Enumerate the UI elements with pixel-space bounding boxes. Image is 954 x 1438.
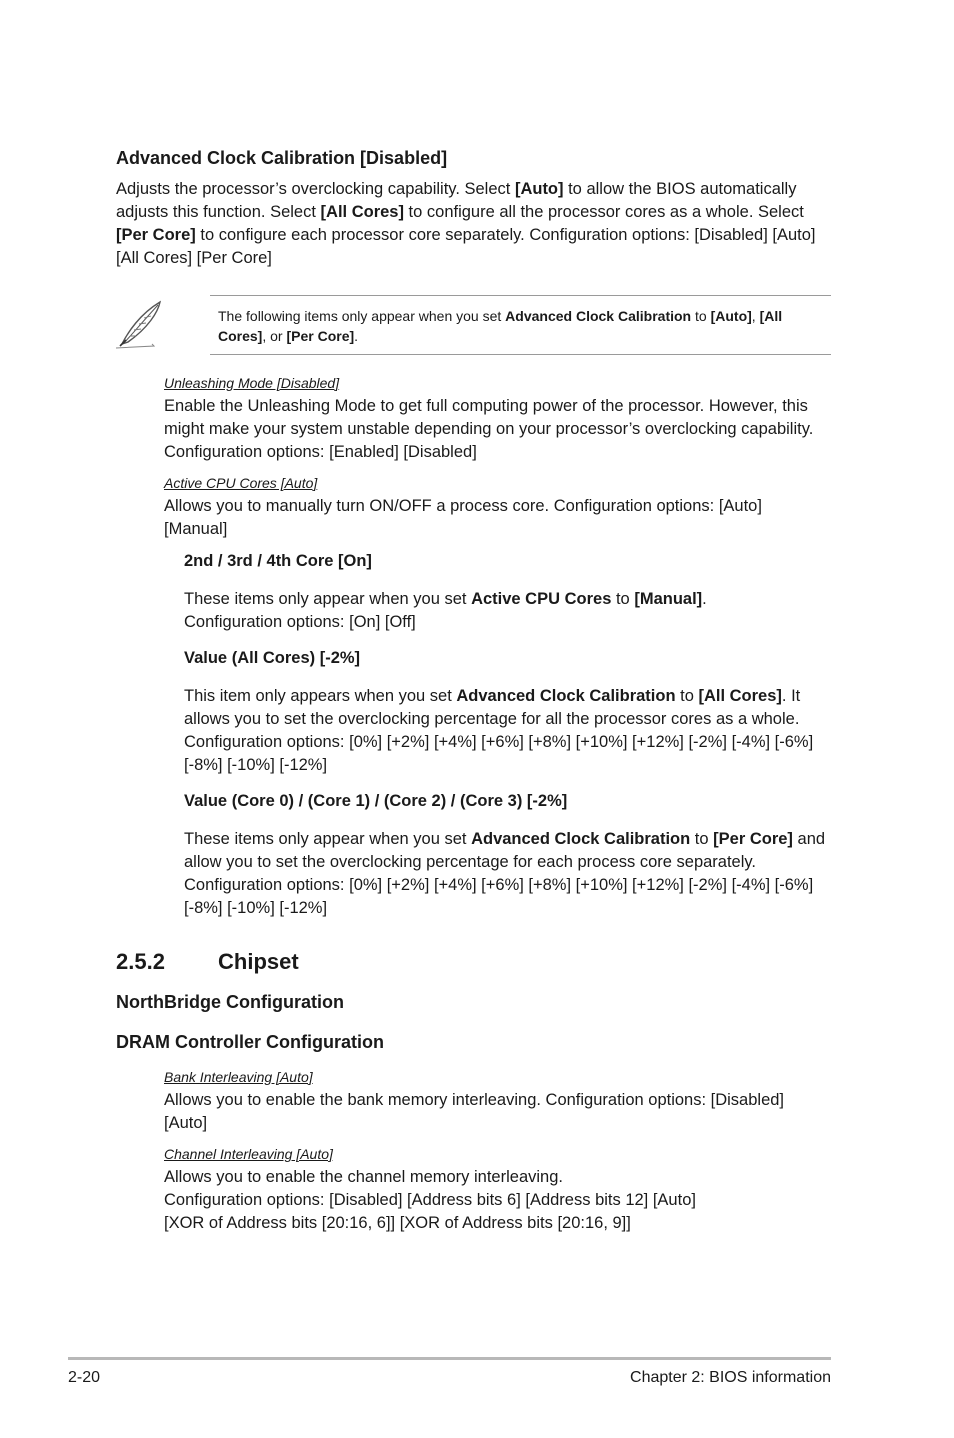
core-234-heading: 2nd / 3rd / 4th Core [On] [184,552,372,570]
active-cpu-cores-heading: Active CPU Cores [Auto] [164,475,318,491]
text-run: to [611,590,635,608]
text-run: [XOR of Address bits [20:16, 6]] [XOR of Address bits [20:16, 9]] [164,1214,631,1232]
text-run: Allows you to manually turn ON/OFF a process core. Configuration options: [Auto] [Manual] [164,497,762,538]
value-per-core-heading: Value (Core 0) / (Core 1) / (Core 2) / (Core 3) [-2%] [184,792,568,810]
bold-term: [Per Core] [116,226,196,244]
text-run: These items only appear when you set [184,830,472,848]
note-bottom-rule [210,354,831,355]
bold-term: [Manual] [634,590,703,608]
note-top-rule [210,295,831,296]
unleashing-mode-heading: Unleashing Mode [Disabled] [164,375,340,391]
core-234-description [184,588,784,634]
value-per-core-description [184,828,836,920]
bank-interleaving-description [164,1089,824,1135]
acc-description [116,178,838,270]
text-run: Adjusts the processor’s overclocking capability. Select [116,180,515,198]
text-run: . It allows you to set the overclocking percentage for all the processor cores as a whole. Configuration options: [0%] [+2%] [+4%] [+6%] [+8%] [+10%] [+12%] [-2%] [-4%] [-6%] [-8%] [-10%] [-12%] [184,687,814,774]
value-all-cores-description [184,685,836,777]
dram-heading: DRAM Controller Configuration [116,1032,384,1052]
text-run: to [675,687,699,705]
value-all-cores-heading: Value (All Cores) [-2%] [184,649,361,667]
section-title: Chipset [218,949,299,974]
text-run: Allows you to enable the bank memory interleaving. Configuration options: [Disabled] [Auto] [164,1091,785,1132]
northbridge-heading: NorthBridge Configuration [116,992,344,1012]
channel-interleaving-heading: Channel Interleaving [Auto] [164,1146,333,1162]
text-run: , [751,308,760,324]
text-run: and allow you to set the overclocking percentage for each process core separately. Configuration options: [0%] [+2%] [+4%] [+6%] [+8%] [+10%] [+12%] [-2%] [-4%] [-6%] [-8%] [-10%] [-12%] [184,830,826,917]
text-run: . [354,328,359,344]
text-run: to configure each processor core separately. Configuration options: [Disabled] [Auto] [All Cores] [Per Core] [116,226,816,267]
bold-term: [Per Core] [713,830,793,848]
bold-term: [Auto] [710,308,752,324]
text-run: The following items only appear when you set [218,308,506,324]
bold-term: [All Cores] [320,203,404,221]
channel-interleaving-description [164,1166,824,1235]
text-run: to configure all the processor cores as a whole. Select [403,203,804,221]
bold-term: [Auto] [514,180,564,198]
bold-term: [All Cores] [218,308,783,344]
text-run: . Configuration options: [On] [Off] [184,590,707,631]
bold-term: Advanced Clock Calibration [471,830,691,848]
text-run: to allow the BIOS automatically adjusts this function. Select [116,180,797,221]
text-run: Enable the Unleashing Mode to get full computing power of the processor. However, this might make your system unstable depending on your processor’s overclocking capability. Configuration options: [Enabled] [Disabled] [164,397,814,461]
pen-note-icon [114,298,168,350]
section-number: 2.5.2 [116,949,165,974]
bold-term: [Per Core] [286,328,355,344]
footer-rule [68,1357,831,1360]
acc-heading: Advanced Clock Calibration [Disabled] [116,148,448,168]
text-run: to [690,830,714,848]
bold-term: Advanced Clock Calibration [505,308,692,324]
text-run: , or [262,328,287,344]
unleashing-mode-description [164,395,824,464]
text-run: These items only appear when you set [184,590,472,608]
page-number: 2-20 [68,1369,101,1386]
bank-interleaving-heading: Bank Interleaving [Auto] [164,1069,313,1085]
note-text [218,306,818,346]
text-run: This item only appears when you set [184,687,457,705]
chapter-label: Chapter 2: BIOS information [630,1369,831,1386]
bold-term: Advanced Clock Calibration [456,687,676,705]
text-run: Allows you to enable the channel memory interleaving. [164,1168,563,1186]
text-run: Configuration options: [Disabled] [Address bits 6] [Address bits 12] [Auto] [164,1191,696,1209]
bold-term: [All Cores] [698,687,782,705]
active-cpu-cores-description [164,495,824,541]
text-run: to [691,308,711,324]
bold-term: Active CPU Cores [471,590,612,608]
